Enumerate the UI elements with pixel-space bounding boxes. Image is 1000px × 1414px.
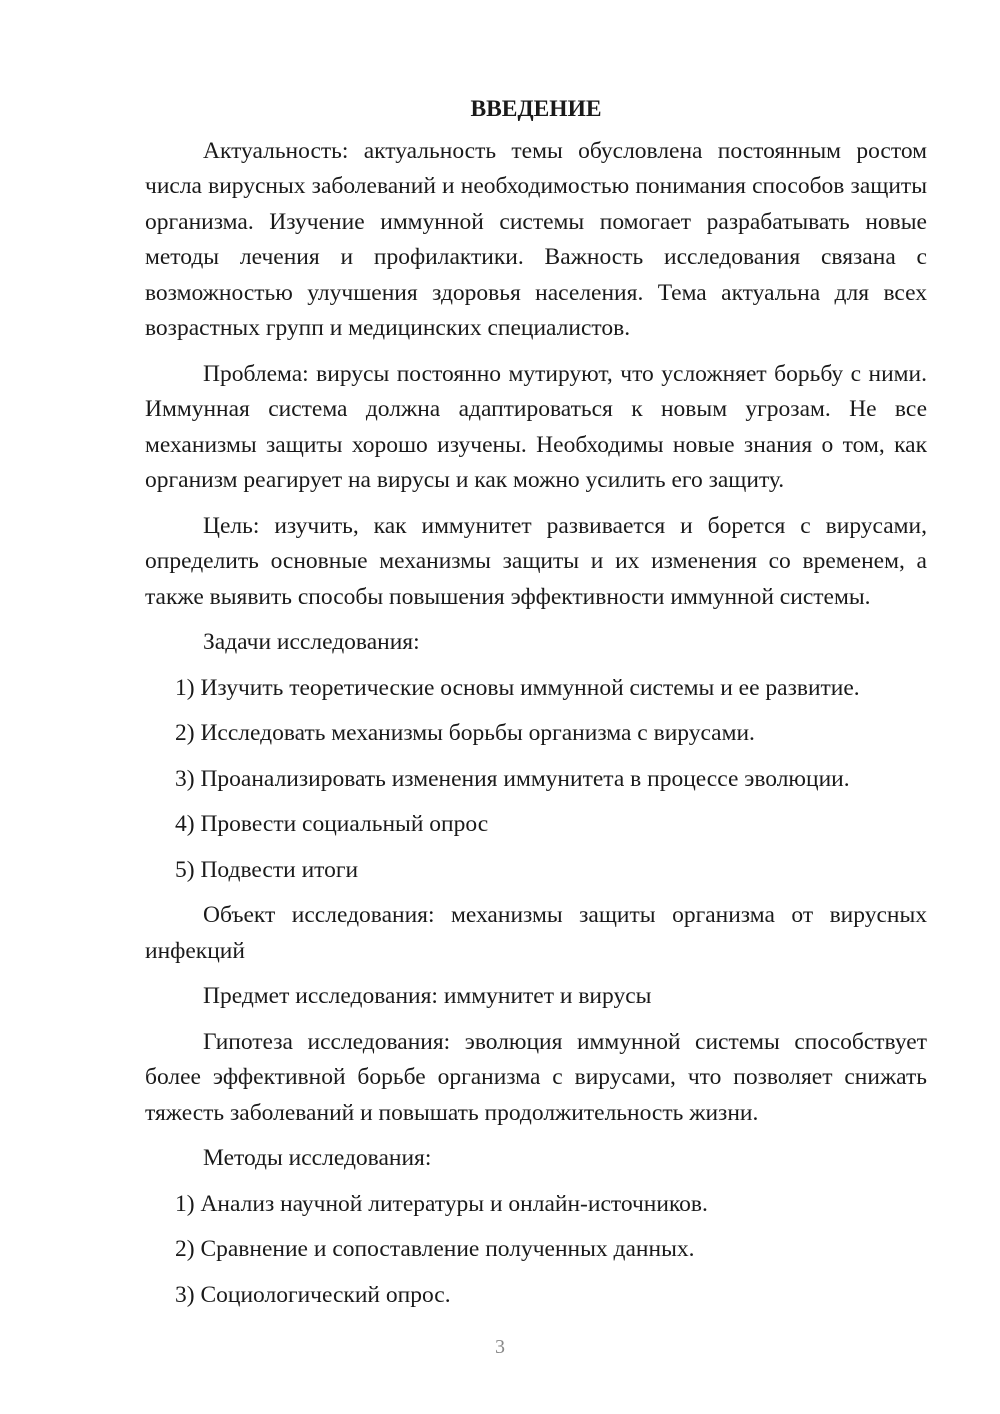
problem-paragraph: Проблема: вирусы постоянно мутируют, что усложняет борьбу с ними. Иммунная система должна адаптироваться к новым угрозам. Не все механизмы защиты хорошо изучены. Необходимы новые знания о том, как организм реагирует на вирусы и как можно усилить его защиту. (145, 360, 927, 493)
task-item: 2) Исследовать механизмы борьбы организма с вирусами. (175, 720, 755, 746)
tasks-list (145, 671, 927, 889)
methods-list (145, 1187, 927, 1314)
subject-paragraph: Предмет исследования: иммунитет и вирусы (203, 983, 652, 1009)
object-paragraph: Объект исследования: механизмы защиты организма от вирусных инфекций (145, 902, 927, 964)
page-number: 3 (495, 1336, 505, 1358)
relevance-paragraph: Актуальность: актуальность темы обусловлена постоянным ростом числа вирусных заболеваний и необходимостью понимания способов защиты организма. Изучение иммунной системы помогает разрабатывать новые методы лечения и профилактики. Важность исследования связана с возможностью улучшения здоровья населения. Тема актуальна для всех возрастных групп и медицинских специалистов. (145, 137, 927, 341)
goal-paragraph: Цель: изучить, как иммунитет развивается и борется с вирусами, определить основные механизмы защиты и их изменения со временем, а также выявить способы повышения эффективности иммунной системы. (145, 512, 927, 610)
tasks-heading: Задачи исследования: (203, 629, 420, 655)
document-page (145, 92, 927, 1323)
hypothesis-paragraph: Гипотеза исследования: эволюция иммунной системы способствует более эффективной борьбе организма с вирусами, что позволяет снижать тяжесть заболеваний и повышать продолжительность жизни. (145, 1028, 927, 1126)
method-item: 3) Социологический опрос. (175, 1281, 451, 1308)
task-item: 3) Проанализировать изменения иммунитета в процессе эволюции. (175, 765, 850, 792)
method-item: 1) Анализ научной литературы и онлайн-источников. (175, 1190, 708, 1217)
task-item: 5) Подвести итоги (175, 856, 359, 883)
task-item: 1) Изучить теоретические основы иммунной системы и ее развитие. (175, 674, 860, 701)
method-item: 2) Сравнение и сопоставление полученных данных. (175, 1236, 695, 1262)
section-title: ВВЕДЕНИЕ (470, 96, 602, 122)
methods-heading: Методы исследования: (203, 1145, 432, 1171)
task-item: 4) Провести социальный опрос (175, 811, 489, 837)
